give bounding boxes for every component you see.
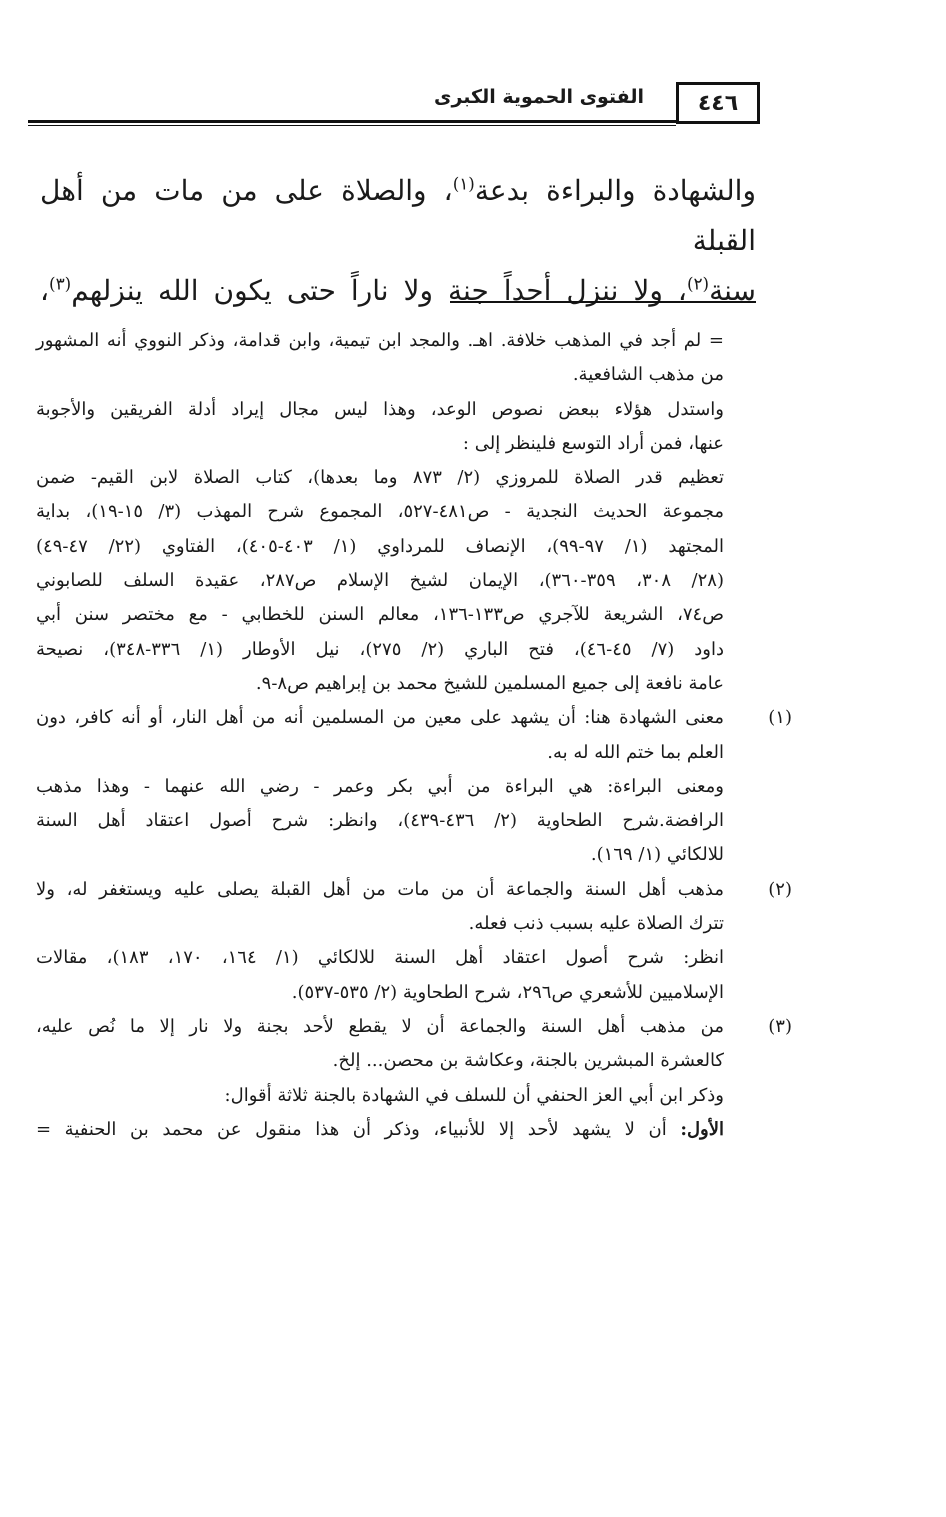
footnote-line: للالكائي (١/ ١٦٩).	[590, 844, 724, 866]
footnote-line: من مذهب الشافعية.	[572, 364, 724, 386]
footnote-line: = لم أجد في المذهب خلافة. اهـ. والمجد ابن تيمية، وابن قدامة، وذكر النووي أنه المشهور	[36, 330, 724, 351]
header-rule-thin	[28, 125, 676, 126]
main-line-2	[40, 266, 756, 316]
footnote-number: (٣)	[768, 1015, 792, 1037]
page-number-box	[676, 82, 760, 124]
book-title: الفتوى الحموية الكبرى	[434, 86, 644, 108]
footnote-separator	[450, 301, 756, 303]
footnote-line: انظر: شرح أصول اعتقاد أهل السنة للالكائي (١/ ١٦٤، ١٧٠، ١٨٣)، مقالات	[36, 947, 725, 969]
page-number: ٤٤٦	[697, 90, 739, 116]
footnote-line: الرافضة.شرح الطحاوية (٢/ ٤٣٦-٤٣٩)، وانظر: شرح أصول اعتقاد أهل السنة	[36, 810, 725, 832]
footnote-ref-2: (٢)	[686, 273, 710, 294]
footnote-line: واستدل هؤلاء ببعض نصوص الوعد، وهذا ليس مجال إيراد أدلة الفريقين والأجوبة	[36, 398, 724, 420]
footnote-3	[36, 1010, 792, 1044]
main-text	[40, 166, 756, 316]
footnote-line: مذهب أهل السنة والجماعة أن من مات من أهل القبلة يصلى عليه ويستغفر له، ولا	[36, 878, 724, 900]
main-text-segment: ، والصلاة على من مات من أهل القبلة	[40, 174, 756, 257]
main-text-segment: والشهادة والبراءة بدعة	[474, 174, 756, 207]
footnote-line: داود (٧/ ٤٥-٤٦)، فتح الباري (٢/ ٢٧٥)، نيل الأوطار (١/ ٣٣٦-٣٤٨)، نصيحة	[36, 638, 725, 660]
main-line-1	[40, 166, 756, 266]
main-text-segment: ، ولا ننزل أحداً جنة ولا ناراً حتى يكون الله ينزلهم	[71, 274, 687, 307]
footnote-line: المجتهد (١/ ٩٧-٩٩)، الإنصاف للمرداوي (١/ ٤٠٣-٤٠٥)، الفتاوي (٢٢/ ٤٧-٤٩)	[36, 535, 725, 557]
footnote-number: (٢)	[768, 878, 792, 900]
footnote-line: ومعنى البراءة: هي البراءة من أبي بكر وعمر - رضي الله عنهما - وهذا مذهب	[36, 775, 724, 797]
footnote-line: (٢٨/ ٣٠٨، ٣٥٩-٣٦٠)، الإيمان لشيخ الإسلام ص٢٨٧، عقيدة السلف للصابوني	[36, 570, 724, 592]
footnote-1	[36, 701, 792, 735]
footnote-line: تترك الصلاة عليه بسبب ذنب فعله.	[468, 913, 724, 935]
footnote-line: كالعشرة المبشرين بالجنة، وعكاشة بن محصن... إلخ.	[332, 1050, 724, 1072]
main-text-segment: سنة	[709, 274, 756, 307]
main-text-segment: ،	[40, 274, 50, 307]
footnote-line: مجموعة الحديث النجدية - ص٤٨١-٥٢٧، المجموع شرح المهذب (٣/ ١٥-١٩)، بداية	[36, 501, 724, 523]
footnote-line: ص٧٤، الشريعة للآجري ص١٣٣-١٣٦، معالم السنن للخطابي - مع مختصر سنن أبي	[36, 604, 724, 626]
footnote-number: (١)	[768, 707, 792, 729]
footnote-line: العلم بما ختم الله له به.	[547, 741, 724, 763]
running-header	[28, 82, 760, 126]
header-rule-thick	[28, 120, 676, 123]
footnote-2	[36, 873, 792, 907]
footnote-bold-label: الأول:	[680, 1118, 724, 1140]
footnote-ref-3: (٣)	[49, 273, 72, 294]
footnote-ref-1: (١)	[452, 173, 475, 194]
footnote-line: وذكر ابن أبي العز الحنفي أن للسلف في الشهادة بالجنة ثلاثة أقوال:	[224, 1084, 724, 1106]
footnote-line	[36, 1113, 758, 1147]
footnote-line: من مذهب أهل السنة والجماعة أن لا يقطع لأحد بجنة ولا نار إلا ما نُص عليه،	[36, 1015, 724, 1037]
footnotes	[36, 324, 792, 1147]
footnote-line: معنى الشهادة هنا: أن يشهد على معين من المسلمين أنه من أهل النار، أو أنه كافر، دون	[36, 707, 724, 729]
footnote-line: عامة نافعة إلى جميع المسلمين للشيخ محمد بن إبراهيم ص٨-٩.	[255, 672, 724, 694]
footnote-line: تعظيم قدر الصلاة للمروزي (٢/ ٨٧٣ وما بعدها)، كتاب الصلاة لابن القيم- ضمن	[36, 467, 724, 489]
footnote-line: الإسلاميين للأشعري ص٢٩٦، شرح الطحاوية (٢/ ٥٣٥-٥٣٧).	[291, 981, 724, 1003]
footnote-text: أن لا يشهد لأحد إلا للأنبياء، وذكر أن هذا منقول عن محمد بن الحنفية =	[36, 1118, 681, 1140]
footnote-line: عنها، فمن أراد التوسع فلينظر إلى :	[462, 432, 724, 454]
